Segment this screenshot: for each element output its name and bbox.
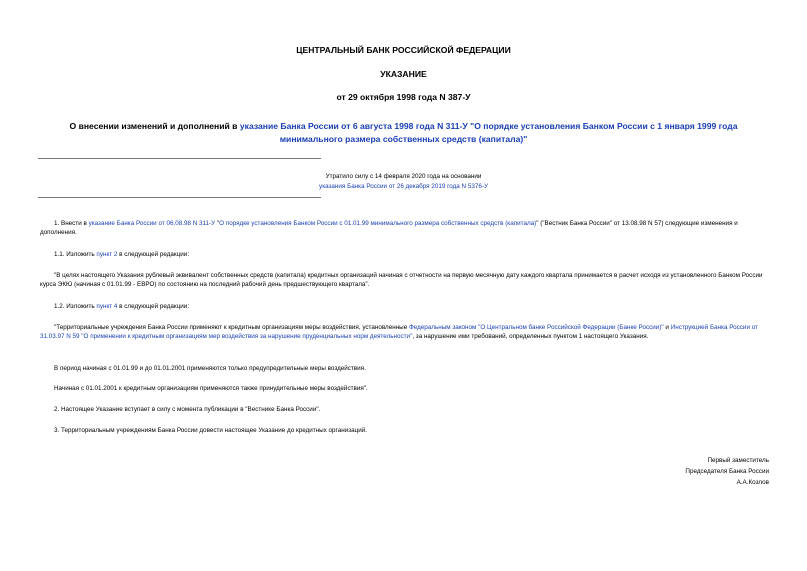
p4-text-b: в следующей редакции: bbox=[117, 303, 190, 310]
signature-block bbox=[685, 456, 769, 488]
paragraph-quote-point-4 bbox=[40, 323, 768, 341]
p5-link-instruction-59[interactable]: Инструкцией Банка России от 31.03.97 N 59 "О применении к кредитным организациям мер воздействия за нарушение пруденциальных норм деятельности" bbox=[40, 324, 758, 340]
p1-text-b: " bbox=[215, 220, 220, 227]
divider-top bbox=[38, 158, 321, 159]
bank-name-heading: ЦЕНТРАЛЬНЫЙ БАНК РОССИЙСКОЙ ФЕДЕРАЦИИ bbox=[296, 45, 511, 55]
p5-text-a: "Территориальные учреждения Банка России применяют к кредитным организациям меры воздействия, установленные bbox=[54, 324, 409, 331]
p1-text-a: 1. Внести в bbox=[54, 220, 89, 227]
signature-name: А.А.Козлов bbox=[736, 478, 769, 486]
p5-text-b: и bbox=[663, 324, 671, 331]
p2-text-a: 1.1. Изложить bbox=[54, 251, 97, 258]
document-type-heading: УКАЗАНИЕ bbox=[380, 69, 427, 79]
paragraph-since-2001: Начиная с 01.01.2001 к кредитным организациям применяются также принудительные меры воздействия". bbox=[54, 385, 368, 392]
paragraph-1 bbox=[40, 219, 768, 237]
document-date-number: от 29 октября 1998 года N 387-У bbox=[336, 92, 471, 102]
p1-link-decree[interactable]: указание Банка России от 06.08.98 N 311-У bbox=[88, 220, 216, 227]
paragraph-period: В период начиная с 01.01.99 и до 01.01.2001 применяются только предупредительные меры воздействия. bbox=[54, 365, 366, 372]
p2-link-point-2[interactable]: пункт 2 bbox=[96, 251, 118, 258]
signature-position: Первый заместитель bbox=[707, 457, 769, 464]
paragraph-1-2 bbox=[40, 302, 768, 311]
p5-text-c: , за нарушение ими требований, определенных пунктом 1 настоящего Указания. bbox=[412, 333, 649, 340]
title-link-decree-311[interactable]: указание Банка России от 6 августа 1998 года N 311-У "О порядке установления Банком России с 1 января 1999 года минимального размера собственных средств (капитала)" bbox=[239, 121, 738, 144]
p1-link-decree-title[interactable]: О порядке установления Банком России с 01.01.99 минимального размера собственных средств (капитала) bbox=[219, 220, 537, 227]
notice-link-decree-5376[interactable]: указания Банка России от 26 декабря 2019 года N 5376-У bbox=[319, 183, 488, 190]
notice-text: Утратило силу с 14 февраля 2020 года на основании bbox=[325, 173, 482, 180]
document-title bbox=[40, 120, 767, 146]
p4-link-point-4[interactable]: пункт 4 bbox=[96, 303, 118, 310]
divider-bottom bbox=[38, 197, 321, 198]
paragraph-1-1 bbox=[40, 250, 768, 259]
paragraph-quote-point-2: "В целях настоящего Указания рублевый эквивалент собственных средств (капитала) кредитных организаций начиная с отчетности на первую месячную дату каждого квартала принимается в расчет исходя из установленного Банком России курса ЭКЮ (начиная с 01.01.99 - ЕВРО) по состоянию на последний рабочий день предшествующего квартала". bbox=[40, 272, 763, 288]
title-prefix: О внесении изменений и дополнений в bbox=[69, 121, 240, 131]
p4-text-a: 1.2. Изложить bbox=[54, 303, 97, 310]
p5-link-federal-law[interactable]: Федеральным законом "О Центральном банке Российской Федерации (Банке России)" bbox=[408, 324, 664, 331]
validity-notice bbox=[290, 172, 517, 192]
paragraph-2: 2. Настоящее Указание вступает в силу с момента публикации в "Вестнике Банка России". bbox=[54, 406, 321, 413]
p1-text-c: " ("Вестник Банка России" от 13.08.98 N 57) следующие изменения и дополнения. bbox=[40, 220, 738, 236]
p2-text-b: в следующей редакции: bbox=[117, 251, 190, 258]
signature-title: Председателя Банка России bbox=[685, 467, 769, 475]
paragraph-3: 3. Территориальным учреждениям Банка России довести настоящее Указание до кредитных организаций. bbox=[54, 427, 367, 434]
